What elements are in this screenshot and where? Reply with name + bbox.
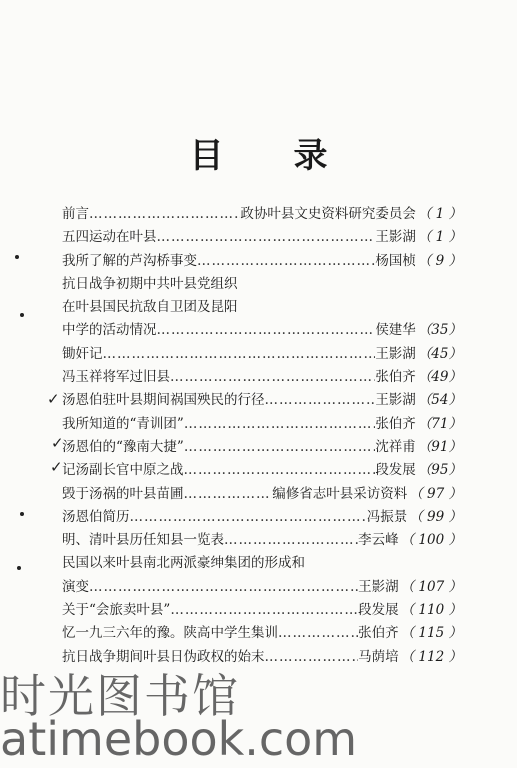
toc-entry [62,250,462,273]
entry-author: 编修省志叶县采访资料 [272,485,408,502]
entry-author: 段发展 [375,462,416,479]
entry-title: 汤恩伯的“豫南大捷” [62,438,184,455]
entry-title: 汤恩伯简历 [62,508,130,525]
leader-dots [265,646,359,669]
entry-author: 沈祥甫 [375,438,416,455]
margin-dot [17,566,21,570]
page-title [0,128,517,177]
entry-page: （ 107 ） [400,578,462,595]
entry-title: 锄奸记 [62,345,103,362]
entry-author: 李云峰 [358,532,399,549]
toc-entry [62,622,462,645]
entry-page: （91） [417,438,462,455]
toc-entry [62,529,462,552]
toc-entry [62,459,462,482]
watermark-url: atimebook.com [0,712,358,766]
entry-author: 马荫培 [358,648,399,665]
toc-entry [62,389,462,412]
toc-entry [62,203,462,226]
toc-entry [62,576,462,599]
entry-title: 毁于汤祸的叶县苗圃 [62,485,184,502]
title-char-2: 录 [293,136,328,176]
entry-title: 抗日战争期间叶县日伪政权的始末 [62,648,265,665]
entry-title: 五四运动在叶县 [62,229,157,246]
entry-page: （49） [417,369,462,386]
entry-page: （ 99 ） [409,508,462,525]
leader-dots [278,622,358,645]
toc-entry [62,296,462,319]
entry-page: （95） [417,462,462,479]
leader-dots [184,413,376,436]
toc-entry [62,413,462,436]
toc-entry [62,319,462,342]
entry-title: 忆一九三六年的豫。陕高中学生集训 [62,625,278,642]
entry-author: 王影湖 [375,229,416,246]
leader-dots [103,343,376,366]
entry-author: 侯建华 [375,322,416,339]
entry-page: （35） [417,322,462,339]
toc-entry [62,226,462,249]
entry-title: 明、清叶县历任知县一览表 [62,532,224,549]
table-of-contents [62,203,462,669]
toc-entry [62,436,462,459]
watermark-chinese: 时光图书馆 [0,669,240,723]
check-mark-icon: ✓ [51,434,64,452]
entry-page: （45） [417,345,462,362]
toc-entry [62,366,462,389]
entry-page: （ 110 ） [400,602,462,619]
leader-dots [170,366,375,389]
leader-dots [157,226,376,249]
entry-page: （ 1 ） [417,206,462,222]
entry-title: 关于“会旅卖叶县” [62,602,171,619]
toc-entry [62,506,462,529]
entry-page: （54） [417,392,462,409]
entry-page: （ 112 ） [400,648,462,665]
entry-title: 记汤副长官中原之战 [62,462,184,479]
title-char-1: 目 [189,136,224,176]
leader-dots [157,319,376,342]
entry-author: 张伯齐 [375,415,416,432]
leader-dots [224,529,358,552]
entry-title: 前言 [62,206,89,222]
leader-dots [89,203,240,226]
entry-title: 我所知道的“青训团” [62,415,184,432]
entry-page: （ 9 ） [417,252,462,269]
leader-dots [184,483,273,506]
toc-entry [62,552,462,575]
toc-entry [62,343,462,366]
margin-dot [15,255,19,259]
entry-title: 冯玉祥将军过旧县 [62,369,170,386]
check-mark-icon: ✓ [50,458,63,476]
entry-page: （ 100 ） [400,532,462,549]
leader-dots [184,436,376,459]
leader-dots [184,459,376,482]
leader-dots [89,576,358,599]
entry-author: 冯振景 [366,508,408,525]
margin-dot [20,313,24,317]
entry-page: （ 1 ） [417,229,462,246]
entry-title: 汤恩伯驻叶县期间祸国殃民的行径 [62,392,265,409]
entry-page: （ 97 ） [409,485,462,502]
entry-title: 民国以来叶县南北两派豪绅集团的形成和 [62,555,305,572]
entry-title: 我所了解的芦沟桥事变 [62,252,197,269]
margin-dot [20,512,24,516]
entry-author: 杨国桢 [375,252,416,269]
entry-title: 抗日战争初期中共叶县党组织 [62,275,238,292]
entry-author: 段发展 [358,602,399,619]
entry-page: （ 115 ） [400,625,462,642]
toc-entry [62,273,462,296]
entry-title: 在叶县国民抗敌自卫团及昆阳 [62,299,238,316]
leader-dots [265,389,376,412]
entry-author: 政协叶县文史资料研究委员会 [240,206,416,222]
toc-entry [62,483,462,506]
leader-dots [170,599,358,622]
entry-title: 演变 [62,578,89,595]
entry-author: 张伯齐 [375,369,416,386]
entry-author: 王影湖 [375,345,416,362]
entry-page: （71） [417,415,462,432]
toc-entry [62,599,462,622]
entry-author: 王影湖 [375,392,416,409]
entry-title: 中学的活动情况 [62,322,157,339]
leader-dots [130,506,367,529]
leader-dots [197,250,375,273]
entry-author: 张伯齐 [358,625,399,642]
check-mark-icon: ✓ [47,390,60,408]
entry-author: 王影湖 [358,578,399,595]
